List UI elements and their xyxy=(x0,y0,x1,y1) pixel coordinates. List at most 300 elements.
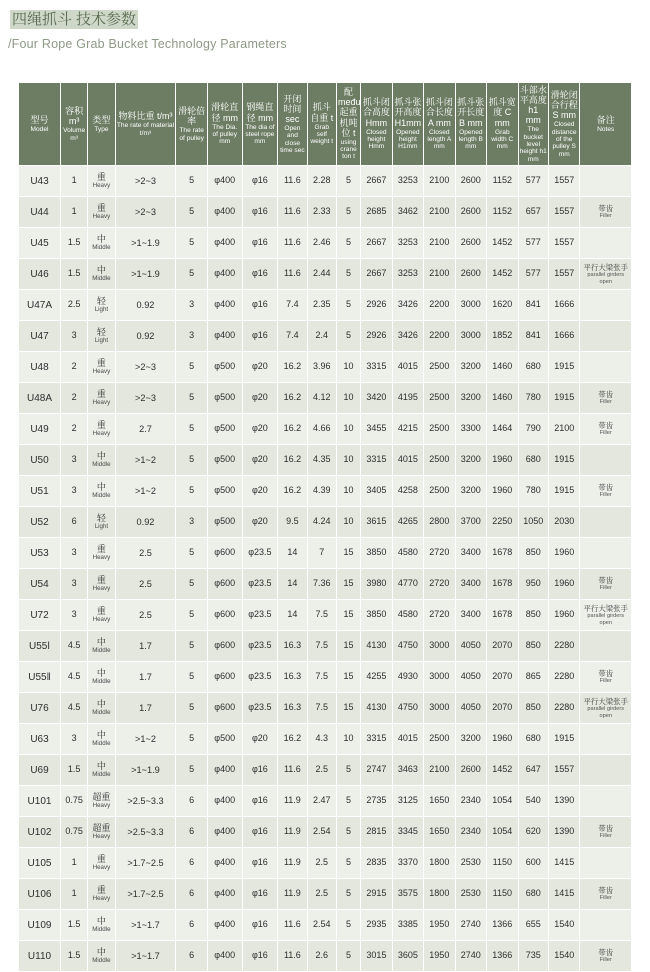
cell-time: 7.4 xyxy=(278,321,307,352)
cell-a: 2720 xyxy=(424,538,455,569)
cell-rope_dia: φ23.5 xyxy=(242,631,278,662)
cell-notes-en: Filler xyxy=(599,213,612,220)
cell-time: 11.6 xyxy=(278,910,307,941)
cell-rope_dia: φ16 xyxy=(242,848,278,879)
cell-self_weight: 2.5 xyxy=(307,879,336,910)
column-header-cn: 抓斗闭合高度 Hmm xyxy=(362,97,390,128)
cell-type-cn: 重 xyxy=(96,885,106,896)
cell-model: U105 xyxy=(19,848,61,879)
cell-time: 14 xyxy=(278,538,307,569)
cell-a: 1800 xyxy=(424,879,455,910)
cell-a: 2500 xyxy=(424,476,455,507)
column-header-cn: 滑轮闭合行程 S mm xyxy=(550,90,578,121)
cell-notes xyxy=(580,197,632,228)
cell-pulley_dia: φ500 xyxy=(207,507,242,538)
cell-time: 14 xyxy=(278,569,307,600)
cell-h1: 3253 xyxy=(392,228,423,259)
cell-type-en: Middle xyxy=(92,770,111,778)
cell-crane: 10 xyxy=(336,476,360,507)
table-row xyxy=(19,228,632,259)
table-row xyxy=(19,538,632,569)
cell-type-en: Heavy xyxy=(92,894,111,902)
cell-model: U72 xyxy=(19,600,61,631)
cell-h1: 3426 xyxy=(392,290,423,321)
cell-s: 1915 xyxy=(548,476,579,507)
cell-type-cn: 中 xyxy=(96,637,106,648)
cell-rope_dia: φ20 xyxy=(242,445,278,476)
cell-model: U106 xyxy=(19,879,61,910)
cell-b: 3000 xyxy=(455,290,486,321)
cell-type-cn: 重 xyxy=(96,854,106,865)
cell-crane: 10 xyxy=(336,352,360,383)
cell-a: 2800 xyxy=(424,507,455,538)
cell-notes-cn: 带齿 xyxy=(598,204,614,214)
cell-b: 3700 xyxy=(455,507,486,538)
cell-type-en: Heavy xyxy=(92,615,111,623)
cell-h1: 4265 xyxy=(392,507,423,538)
cell-type-cn: 轻 xyxy=(96,513,106,524)
cell-pulley_rate: 6 xyxy=(176,786,207,817)
cell-notes xyxy=(580,941,632,972)
cell-type-cn: 中 xyxy=(96,947,106,958)
cell-type xyxy=(88,352,115,383)
cell-time: 16.2 xyxy=(278,724,307,755)
cell-type-cn: 中 xyxy=(96,730,106,741)
cell-model: U53 xyxy=(19,538,61,569)
cell-bh: 780 xyxy=(518,383,548,414)
cell-notes xyxy=(580,259,632,290)
cell-a: 1950 xyxy=(424,941,455,972)
column-header-en: Opened height H1mm xyxy=(396,128,420,151)
cell-s: 2100 xyxy=(548,414,579,445)
column-header-en: Model xyxy=(30,125,49,133)
cell-type xyxy=(88,662,115,693)
column-header-cn: 抓斗张开高度 H1mm xyxy=(394,97,422,128)
cell-self_weight: 4.12 xyxy=(307,383,336,414)
cell-a: 1950 xyxy=(424,910,455,941)
cell-bh: 600 xyxy=(518,848,548,879)
cell-bh: 655 xyxy=(518,910,548,941)
cell-b: 2600 xyxy=(455,197,486,228)
cell-volume: 3 xyxy=(60,476,87,507)
cell-c: 1852 xyxy=(487,321,518,352)
table-row xyxy=(19,662,632,693)
cell-ratio: >2.5~3.3 xyxy=(115,786,176,817)
cell-type-en: Middle xyxy=(92,956,111,964)
cell-h: 2735 xyxy=(361,786,392,817)
page-header xyxy=(0,0,650,51)
cell-notes xyxy=(580,538,632,569)
cell-h: 2926 xyxy=(361,290,392,321)
table-row xyxy=(19,600,632,631)
page-title-en: /Four Rope Grab Bucket Technology Parameters xyxy=(8,37,287,51)
cell-pulley_dia: φ500 xyxy=(207,476,242,507)
cell-pulley_rate: 5 xyxy=(176,166,207,197)
cell-time: 16.2 xyxy=(278,383,307,414)
cell-model: U45 xyxy=(19,228,61,259)
table-row xyxy=(19,290,632,321)
cell-self_weight: 4.39 xyxy=(307,476,336,507)
cell-a: 3000 xyxy=(424,662,455,693)
column-header-0 xyxy=(19,83,61,166)
cell-h1: 4215 xyxy=(392,414,423,445)
cell-h: 3315 xyxy=(361,445,392,476)
cell-time: 16.2 xyxy=(278,445,307,476)
cell-ratio: 2.5 xyxy=(115,569,176,600)
cell-pulley_rate: 6 xyxy=(176,879,207,910)
cell-a: 2500 xyxy=(424,352,455,383)
cell-h: 3455 xyxy=(361,414,392,445)
cell-type-en: Middle xyxy=(92,460,111,468)
cell-volume: 1 xyxy=(60,879,87,910)
table-row xyxy=(19,631,632,662)
cell-notes xyxy=(580,631,632,662)
column-header-8 xyxy=(307,83,336,166)
cell-notes xyxy=(580,848,632,879)
cell-type-cn: 超重 xyxy=(92,823,111,834)
cell-a: 2100 xyxy=(424,755,455,786)
cell-h: 2915 xyxy=(361,879,392,910)
cell-rope_dia: φ16 xyxy=(242,786,278,817)
cell-time: 11.6 xyxy=(278,166,307,197)
cell-ratio: >1~1.9 xyxy=(115,228,176,259)
column-header-cn: 滑轮直径 mm xyxy=(211,102,239,123)
cell-a: 2100 xyxy=(424,166,455,197)
cell-time: 11.9 xyxy=(278,879,307,910)
cell-bh: 850 xyxy=(518,538,548,569)
cell-pulley_rate: 5 xyxy=(176,259,207,290)
cell-crane: 5 xyxy=(336,197,360,228)
cell-type-en: Middle xyxy=(92,274,111,282)
cell-notes xyxy=(580,290,632,321)
column-header-en: Closed length A mm xyxy=(427,128,452,151)
cell-a: 2100 xyxy=(424,197,455,228)
cell-self_weight: 4.35 xyxy=(307,445,336,476)
table-row xyxy=(19,321,632,352)
column-header-en: The rate of pulley xyxy=(179,127,204,142)
cell-time: 16.2 xyxy=(278,476,307,507)
cell-time: 11.9 xyxy=(278,817,307,848)
cell-ratio: 2.7 xyxy=(115,414,176,445)
cell-notes-cn: 带齿 xyxy=(598,886,614,896)
cell-type xyxy=(88,538,115,569)
cell-pulley_dia: φ400 xyxy=(207,879,242,910)
cell-b: 2340 xyxy=(455,786,486,817)
cell-h1: 3253 xyxy=(392,166,423,197)
cell-type xyxy=(88,290,115,321)
cell-pulley_rate: 5 xyxy=(176,476,207,507)
cell-type xyxy=(88,383,115,414)
cell-c: 1460 xyxy=(487,383,518,414)
cell-pulley_dia: φ400 xyxy=(207,941,242,972)
cell-ratio: 1.7 xyxy=(115,662,176,693)
cell-volume: 1.5 xyxy=(60,755,87,786)
cell-type-en: Middle xyxy=(92,708,111,716)
cell-notes-cn: 带齿 xyxy=(598,576,614,586)
cell-type xyxy=(88,755,115,786)
column-header-cn: 开闭时间 sec xyxy=(283,93,302,124)
cell-b: 4050 xyxy=(455,693,486,724)
cell-type xyxy=(88,414,115,445)
cell-notes-en: Filler xyxy=(599,833,612,840)
cell-time: 11.6 xyxy=(278,755,307,786)
cell-model: U52 xyxy=(19,507,61,538)
cell-s: 1915 xyxy=(548,445,579,476)
cell-b: 3400 xyxy=(455,600,486,631)
cell-h1: 4015 xyxy=(392,724,423,755)
cell-h1: 4930 xyxy=(392,662,423,693)
cell-s: 1557 xyxy=(548,259,579,290)
cell-bh: 680 xyxy=(518,445,548,476)
cell-s: 1915 xyxy=(548,352,579,383)
cell-volume: 3 xyxy=(60,600,87,631)
cell-notes-en: Filler xyxy=(599,585,612,592)
cell-c: 1678 xyxy=(487,600,518,631)
cell-notes-en: parallel girders open xyxy=(587,612,625,626)
table-row xyxy=(19,414,632,445)
cell-notes-en: Filler xyxy=(599,492,612,499)
cell-self_weight: 7.5 xyxy=(307,662,336,693)
cell-time: 11.6 xyxy=(278,941,307,972)
cell-notes-cn: 带齿 xyxy=(598,483,614,493)
cell-type-cn: 重 xyxy=(96,575,106,586)
cell-volume: 0.75 xyxy=(60,786,87,817)
cell-type-en: Light xyxy=(94,336,109,344)
cell-type xyxy=(88,848,115,879)
cell-pulley_rate: 6 xyxy=(176,848,207,879)
cell-notes xyxy=(580,445,632,476)
cell-c: 1678 xyxy=(487,538,518,569)
cell-pulley_dia: φ500 xyxy=(207,414,242,445)
cell-volume: 4.5 xyxy=(60,693,87,724)
table-row xyxy=(19,879,632,910)
cell-h1: 3575 xyxy=(392,879,423,910)
cell-h1: 4258 xyxy=(392,476,423,507)
cell-s: 1915 xyxy=(548,383,579,414)
cell-model: U102 xyxy=(19,817,61,848)
cell-time: 11.6 xyxy=(278,197,307,228)
cell-h: 2835 xyxy=(361,848,392,879)
cell-type-en: Heavy xyxy=(92,181,111,189)
cell-type-cn: 重 xyxy=(96,172,106,183)
cell-h1: 3385 xyxy=(392,910,423,941)
cell-b: 4050 xyxy=(455,662,486,693)
cell-a: 2100 xyxy=(424,228,455,259)
cell-c: 1460 xyxy=(487,352,518,383)
cell-type-cn: 重 xyxy=(96,203,106,214)
cell-ratio: >1.7~2.5 xyxy=(115,879,176,910)
cell-s: 1390 xyxy=(548,817,579,848)
cell-volume: 0.75 xyxy=(60,817,87,848)
cell-notes-cn: 带齿 xyxy=(598,669,614,679)
column-header-en: The rate of material t/m³ xyxy=(116,122,175,137)
cell-b: 2340 xyxy=(455,817,486,848)
table-row xyxy=(19,569,632,600)
cell-crane: 10 xyxy=(336,507,360,538)
cell-type-cn: 中 xyxy=(96,916,106,927)
cell-model: U76 xyxy=(19,693,61,724)
cell-h: 4130 xyxy=(361,693,392,724)
cell-notes xyxy=(580,321,632,352)
cell-bh: 620 xyxy=(518,817,548,848)
cell-rope_dia: φ20 xyxy=(242,414,278,445)
cell-c: 1366 xyxy=(487,941,518,972)
cell-pulley_dia: φ400 xyxy=(207,910,242,941)
cell-bh: 841 xyxy=(518,321,548,352)
table-row xyxy=(19,817,632,848)
spec-table-head xyxy=(19,83,632,166)
column-header-en: Type xyxy=(94,125,109,133)
cell-h: 3850 xyxy=(361,538,392,569)
cell-b: 3200 xyxy=(455,352,486,383)
cell-crane: 5 xyxy=(336,941,360,972)
cell-model: U55ǁ xyxy=(19,662,61,693)
cell-h: 2685 xyxy=(361,197,392,228)
cell-notes xyxy=(580,724,632,755)
cell-b: 3400 xyxy=(455,569,486,600)
cell-type-en: Heavy xyxy=(92,212,111,220)
column-header-en: Grab width C mm xyxy=(491,128,514,151)
cell-pulley_dia: φ400 xyxy=(207,228,242,259)
cell-s: 2280 xyxy=(548,662,579,693)
cell-h1: 4015 xyxy=(392,445,423,476)
column-header-cn: 滑轮倍率 xyxy=(178,106,206,127)
cell-h1: 3463 xyxy=(392,755,423,786)
cell-time: 16.3 xyxy=(278,631,307,662)
table-row xyxy=(19,724,632,755)
cell-h: 3015 xyxy=(361,941,392,972)
cell-type-cn: 中 xyxy=(96,699,106,710)
table-row xyxy=(19,910,632,941)
spec-table xyxy=(18,82,632,972)
cell-type xyxy=(88,259,115,290)
cell-rope_dia: φ16 xyxy=(242,259,278,290)
cell-h: 2667 xyxy=(361,228,392,259)
cell-crane: 5 xyxy=(336,910,360,941)
cell-type-cn: 中 xyxy=(96,482,106,493)
cell-notes xyxy=(580,383,632,414)
cell-type-en: Heavy xyxy=(92,584,111,592)
cell-notes xyxy=(580,817,632,848)
cell-type xyxy=(88,600,115,631)
cell-type xyxy=(88,445,115,476)
cell-time: 14 xyxy=(278,600,307,631)
cell-c: 2250 xyxy=(487,507,518,538)
cell-model: U101 xyxy=(19,786,61,817)
cell-notes-cn: 平行大梁张手 xyxy=(583,262,628,272)
cell-pulley_rate: 6 xyxy=(176,941,207,972)
table-row xyxy=(19,786,632,817)
column-header-9 xyxy=(336,83,360,166)
cell-h1: 3125 xyxy=(392,786,423,817)
cell-h: 3405 xyxy=(361,476,392,507)
cell-a: 2500 xyxy=(424,414,455,445)
cell-ratio: >1~1.7 xyxy=(115,910,176,941)
cell-pulley_dia: φ400 xyxy=(207,817,242,848)
cell-h: 2667 xyxy=(361,166,392,197)
cell-ratio: >1~2 xyxy=(115,445,176,476)
cell-notes-en: Filler xyxy=(599,678,612,685)
cell-rope_dia: φ16 xyxy=(242,228,278,259)
cell-crane: 15 xyxy=(336,538,360,569)
cell-self_weight: 7.5 xyxy=(307,631,336,662)
cell-volume: 1.5 xyxy=(60,910,87,941)
cell-volume: 4.5 xyxy=(60,631,87,662)
column-header-15 xyxy=(518,83,548,166)
cell-rope_dia: φ23.5 xyxy=(242,569,278,600)
cell-time: 11.6 xyxy=(278,259,307,290)
cell-a: 2200 xyxy=(424,290,455,321)
cell-h1: 4195 xyxy=(392,383,423,414)
cell-self_weight: 2.5 xyxy=(307,755,336,786)
cell-s: 1666 xyxy=(548,321,579,352)
cell-pulley_rate: 5 xyxy=(176,569,207,600)
cell-type xyxy=(88,476,115,507)
cell-type-en: Heavy xyxy=(92,398,111,406)
cell-c: 1452 xyxy=(487,228,518,259)
column-header-cn: 抓斗自重 t xyxy=(310,102,334,123)
cell-bh: 735 xyxy=(518,941,548,972)
cell-h1: 4770 xyxy=(392,569,423,600)
cell-pulley_rate: 5 xyxy=(176,538,207,569)
cell-type xyxy=(88,817,115,848)
cell-bh: 850 xyxy=(518,631,548,662)
cell-a: 2500 xyxy=(424,383,455,414)
cell-type-en: Middle xyxy=(92,491,111,499)
cell-ratio: >2~3 xyxy=(115,166,176,197)
cell-time: 16.2 xyxy=(278,352,307,383)
cell-ratio: 0.92 xyxy=(115,290,176,321)
cell-model: U109 xyxy=(19,910,61,941)
cell-ratio: 0.92 xyxy=(115,507,176,538)
cell-h: 2926 xyxy=(361,321,392,352)
cell-pulley_rate: 5 xyxy=(176,197,207,228)
page-title-cn xyxy=(10,8,138,29)
cell-pulley_rate: 3 xyxy=(176,290,207,321)
cell-self_weight: 4.24 xyxy=(307,507,336,538)
cell-ratio: >1~1.7 xyxy=(115,941,176,972)
cell-bh: 577 xyxy=(518,228,548,259)
cell-type xyxy=(88,631,115,662)
cell-notes-en: Filler xyxy=(599,895,612,902)
cell-crane: 5 xyxy=(336,879,360,910)
cell-time: 9.5 xyxy=(278,507,307,538)
cell-pulley_dia: φ400 xyxy=(207,786,242,817)
cell-bh: 790 xyxy=(518,414,548,445)
cell-ratio: >1.7~2.5 xyxy=(115,848,176,879)
page-title-cn-part2: 技术参数 xyxy=(76,11,137,28)
cell-s: 1557 xyxy=(548,166,579,197)
cell-a: 3000 xyxy=(424,693,455,724)
cell-notes-en: parallel girders open xyxy=(587,705,625,719)
cell-s: 1915 xyxy=(548,724,579,755)
cell-h1: 3345 xyxy=(392,817,423,848)
cell-bh: 841 xyxy=(518,290,548,321)
cell-self_weight: 2.6 xyxy=(307,941,336,972)
cell-model: U46 xyxy=(19,259,61,290)
cell-pulley_rate: 5 xyxy=(176,662,207,693)
cell-volume: 3 xyxy=(60,445,87,476)
header-row xyxy=(19,83,632,166)
cell-bh: 657 xyxy=(518,197,548,228)
table-row xyxy=(19,166,632,197)
cell-crane: 10 xyxy=(336,724,360,755)
column-header-10 xyxy=(361,83,392,166)
column-header-cn: 配među起重机吨位 t xyxy=(337,87,361,138)
cell-bh: 647 xyxy=(518,755,548,786)
cell-b: 2600 xyxy=(455,259,486,290)
cell-notes-cn: 带齿 xyxy=(598,948,614,958)
